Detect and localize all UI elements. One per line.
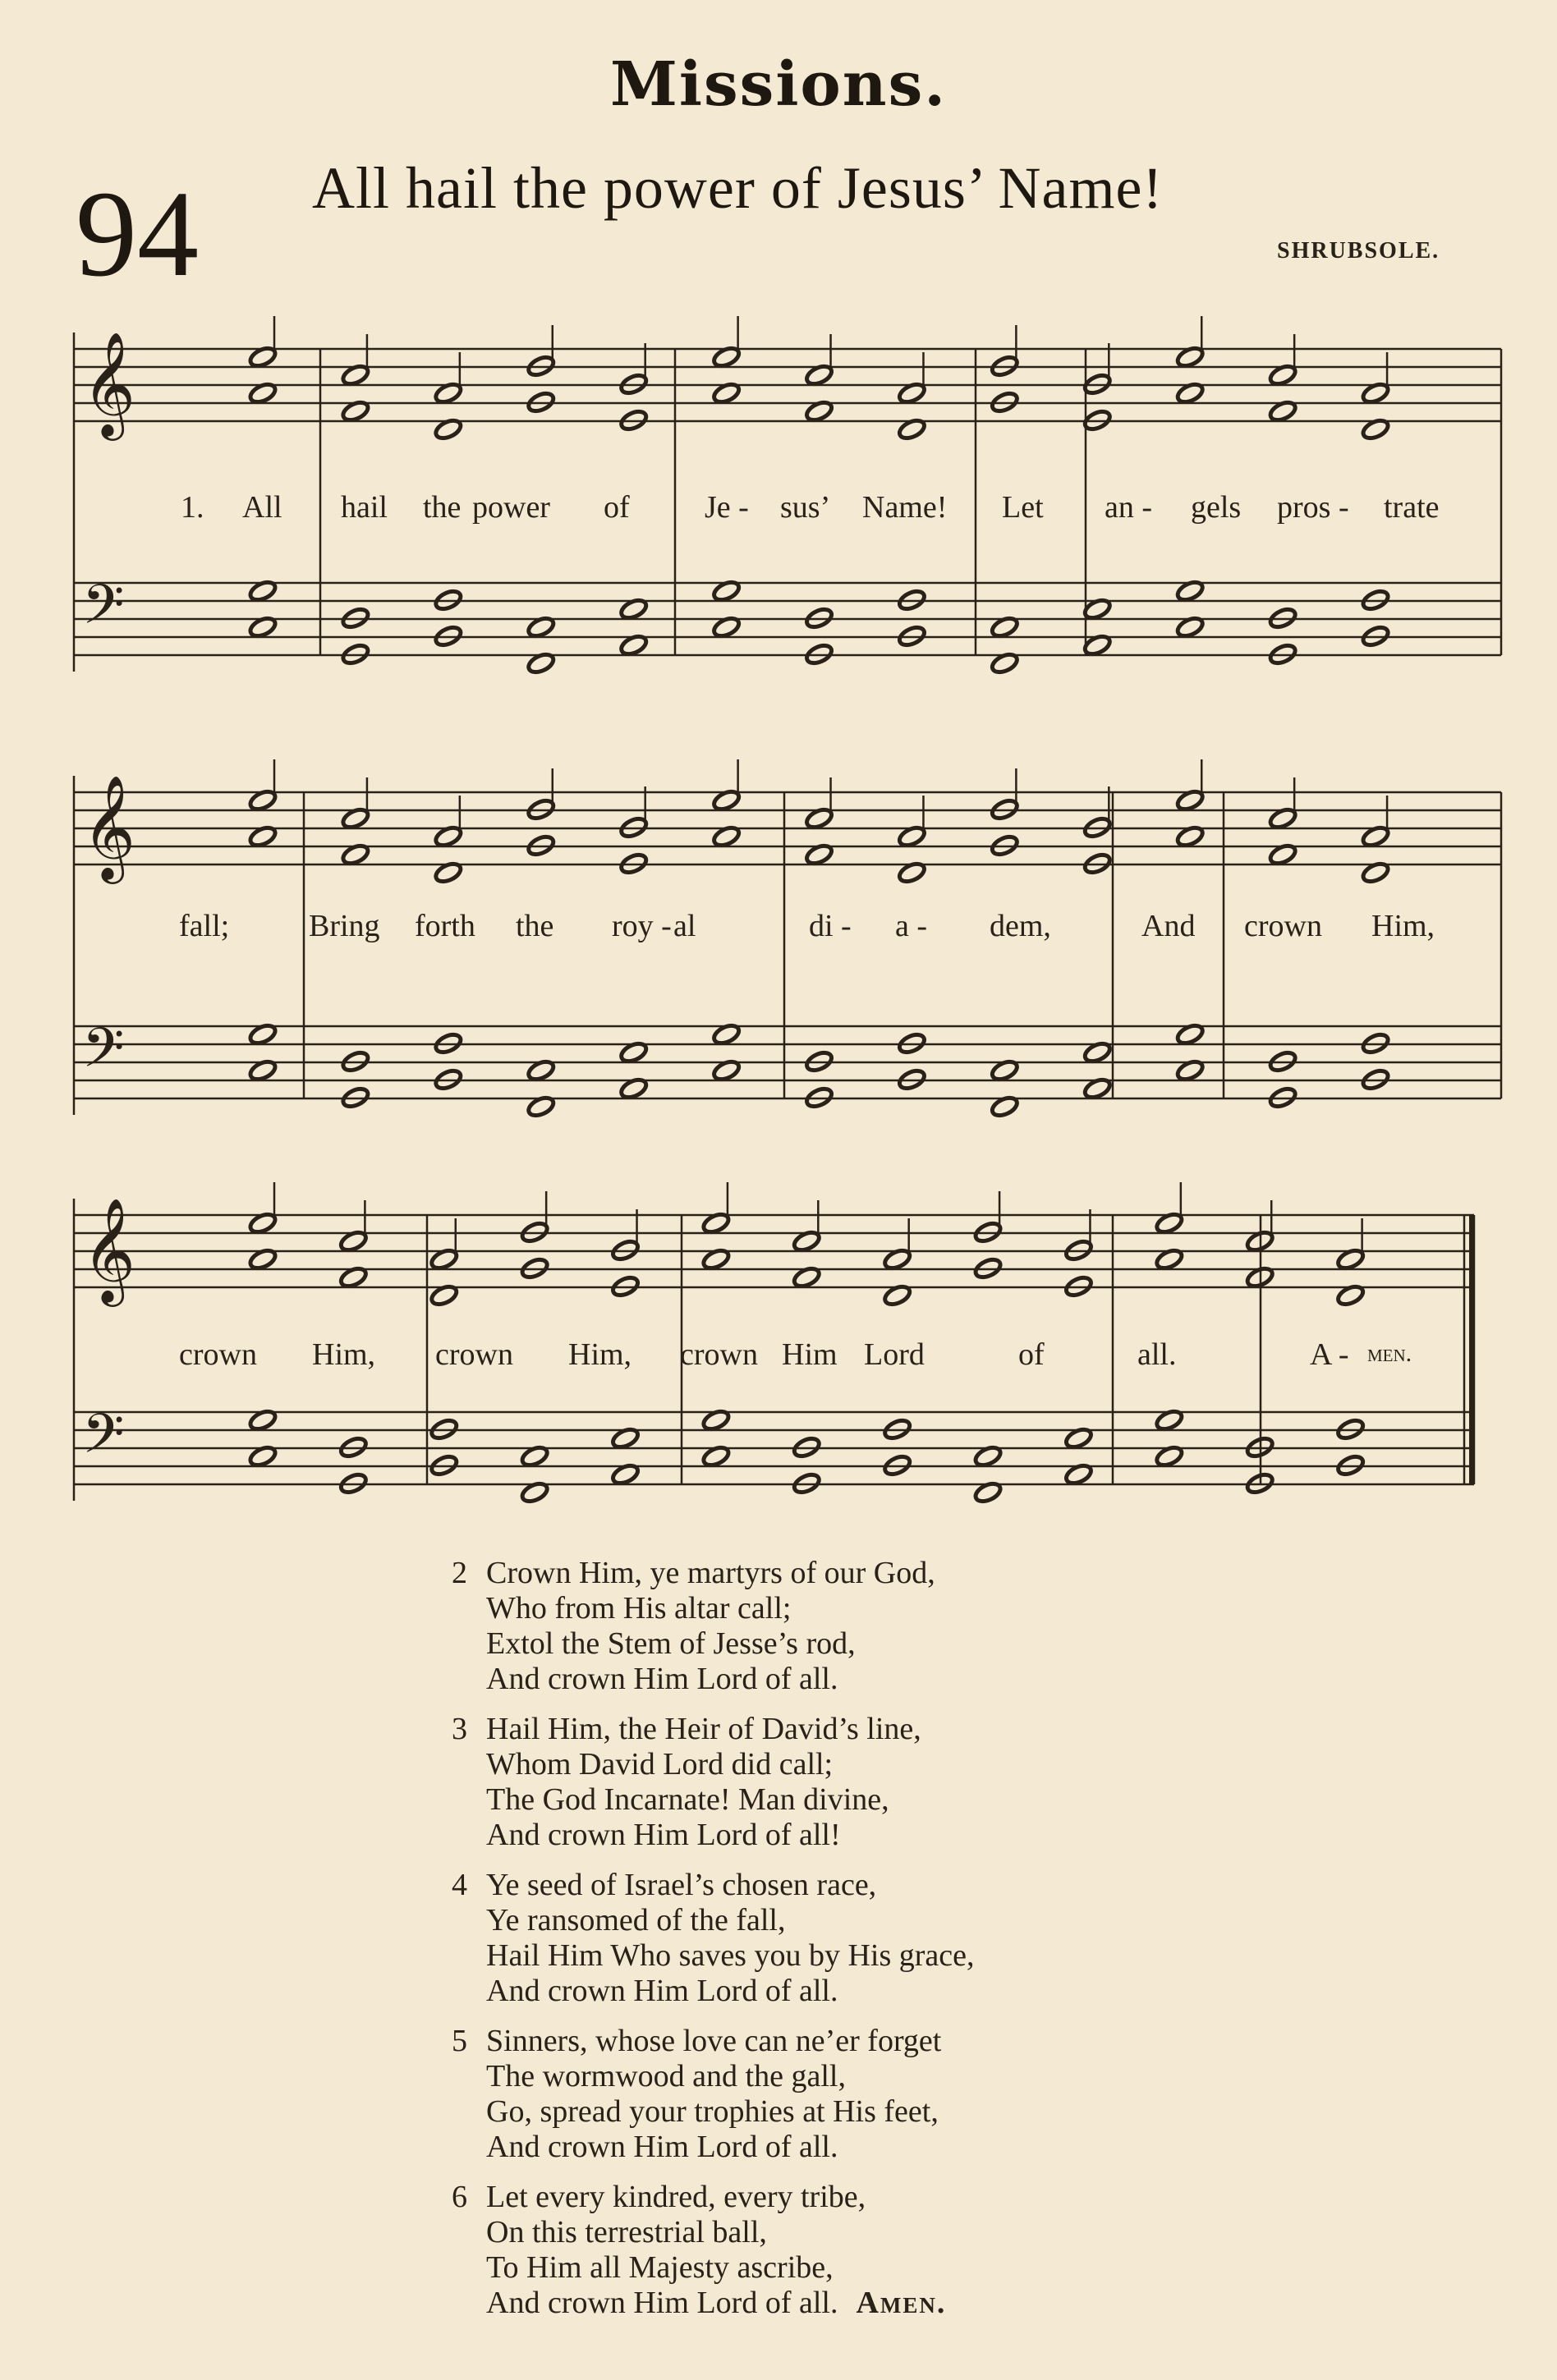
verse-line — [452, 1556, 975, 1591]
verse-line — [452, 2130, 975, 2165]
verse-text: And crown Him Lord of all. — [486, 2286, 838, 2320]
lyric-syllable: Bring — [309, 909, 380, 943]
verse-number: 3 — [452, 1712, 467, 1746]
lyric-syllable: Him, — [1371, 909, 1435, 943]
verse-line — [452, 1868, 975, 1903]
verse-text: And crown Him Lord of all. — [486, 1662, 838, 1696]
lyric-syllable: gels — [1191, 490, 1242, 525]
verse-text: Whom David Lord did call; — [486, 1747, 834, 1782]
verse — [452, 2180, 975, 2321]
lyric-syllable: Je - — [705, 490, 749, 525]
verse-line — [452, 1662, 975, 1697]
verse-line — [452, 1938, 975, 1974]
lyric-syllable: Lord — [864, 1337, 925, 1372]
verse — [452, 1712, 975, 1853]
lyric-syllable: Him — [782, 1337, 838, 1372]
lyric-syllable: 1. — [181, 490, 204, 525]
lyric-syllable: the — [516, 909, 554, 943]
hymn-title: All hail the power of Jesus’ Name! — [312, 155, 1164, 221]
lyric-syllable: crown — [179, 1337, 257, 1372]
final-barline — [1469, 1215, 1474, 1484]
lyric-syllable: men. — [1367, 1340, 1412, 1367]
verse-line — [452, 1818, 975, 1853]
lyric-syllable: of — [604, 490, 630, 525]
verse-line — [452, 1591, 975, 1626]
verse-text: Let every kindred, every tribe, — [486, 2180, 866, 2214]
verse — [452, 1868, 975, 2009]
lyric-syllable: di - — [809, 909, 852, 943]
lyric-syllable: power — [472, 490, 550, 525]
amen-label: Amen. — [856, 2286, 947, 2320]
verse-line — [452, 2059, 975, 2094]
lyric-syllable: a - — [895, 909, 928, 943]
verse-text: And crown Him Lord of all. — [486, 2130, 838, 2164]
lyric-syllable: dem, — [990, 909, 1051, 943]
verse-text: To Him all Majesty ascribe, — [486, 2250, 834, 2285]
verse-text: On this terrestrial ball, — [486, 2215, 767, 2249]
treble-clef-icon: 𝄞 — [82, 774, 136, 879]
lyric-syllable: Him, — [312, 1337, 376, 1372]
lyric-syllable: crown — [680, 1337, 758, 1372]
lyric-syllable: hail — [341, 490, 388, 525]
verse-line — [452, 2286, 975, 2321]
lyric-syllable: forth — [415, 909, 475, 943]
hymn-number: 94 — [76, 166, 199, 302]
verse-text: The God Incarnate! Man divine, — [486, 1782, 889, 1817]
verse-line — [452, 1903, 975, 1938]
lyric-syllable: trate — [1384, 490, 1440, 525]
verse-text: Who from His altar call; — [486, 1591, 792, 1626]
verse-text: Extol the Stem of Jesse’s rod, — [486, 1626, 856, 1661]
verse-line — [452, 2180, 975, 2215]
lyric-syllable: fall; — [179, 909, 230, 943]
lyric-syllable: crown — [1244, 909, 1322, 943]
lyric-syllable: al — [673, 909, 696, 943]
verse-line — [452, 1782, 975, 1818]
lyric-syllable: sus’ — [780, 490, 831, 525]
bass-clef-icon: 𝄢 — [82, 573, 125, 649]
verse — [452, 1556, 975, 1697]
verse-line — [452, 2024, 975, 2059]
verse-line — [452, 1626, 975, 1662]
treble-clef-icon: 𝄞 — [82, 331, 136, 436]
verse-text: Hail Him Who saves you by His grace, — [486, 1938, 975, 1973]
verse-line — [452, 1974, 975, 2009]
composer-name: SHRUBSOLE. — [1277, 238, 1440, 264]
verse-number: 4 — [452, 1868, 467, 1902]
lyric-syllable: Let — [1002, 490, 1044, 525]
verse-text: Hail Him, the Heir of David’s line, — [486, 1712, 921, 1746]
verse-text: Go, spread your trophies at His feet, — [486, 2094, 939, 2129]
lyric-syllable: crown — [435, 1337, 513, 1372]
lyric-syllable: And — [1141, 909, 1196, 943]
verse-number: 5 — [452, 2024, 467, 2058]
lyric-syllable: Him, — [568, 1337, 632, 1372]
verse-text: Crown Him, ye martyrs of our God, — [486, 1556, 935, 1590]
verse-line — [452, 2250, 975, 2286]
verse-text: Ye seed of Israel’s chosen race, — [486, 1868, 877, 1902]
lyric-syllable: pros - — [1277, 490, 1349, 525]
verse-text: And crown Him Lord of all. — [486, 1974, 838, 2008]
treble-clef-icon: 𝄞 — [82, 1197, 136, 1302]
verse-text: Sinners, whose love can ne’er forget — [486, 2024, 942, 2058]
bass-clef-icon: 𝄢 — [82, 1016, 125, 1093]
additional-verses — [452, 1556, 975, 2336]
verse-number: 2 — [452, 1556, 467, 1590]
verse-line — [452, 1747, 975, 1782]
lyric-syllable: All — [242, 490, 282, 525]
verse-line — [452, 2215, 975, 2250]
section-heading: Missions. — [609, 49, 948, 120]
lyric-syllable: roy - — [612, 909, 672, 943]
verse-text: The wormwood and the gall, — [486, 2059, 846, 2093]
verse-text: And crown Him Lord of all! — [486, 1818, 841, 1852]
verse-line — [452, 2094, 975, 2130]
verse — [452, 2024, 975, 2165]
bass-clef-icon: 𝄢 — [82, 1402, 125, 1479]
verse-line — [452, 1712, 975, 1747]
lyric-syllable: all. — [1137, 1337, 1177, 1372]
lyric-syllable: Name! — [862, 490, 948, 525]
lyric-syllable: the — [423, 490, 462, 525]
verse-text: Ye ransomed of the fall, — [486, 1903, 786, 1937]
verse-number: 6 — [452, 2180, 467, 2214]
lyric-syllable: an - — [1105, 490, 1153, 525]
lyric-syllable: of — [1018, 1337, 1045, 1372]
lyric-syllable: A - — [1310, 1337, 1349, 1372]
